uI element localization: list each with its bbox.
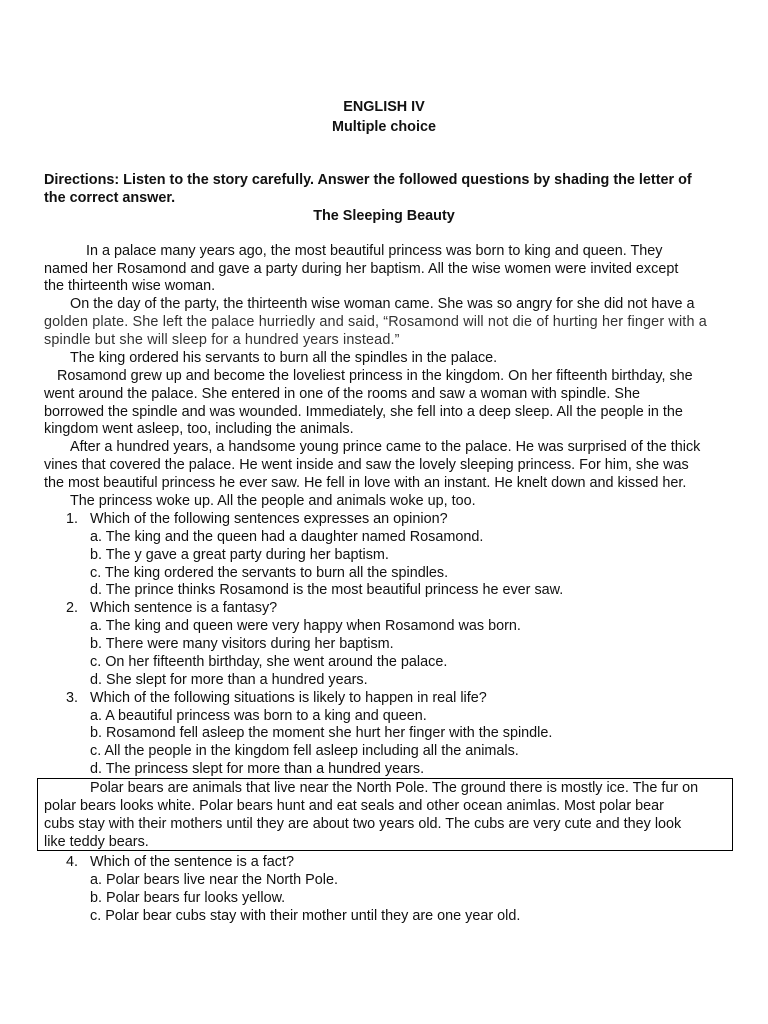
story-line: spindle but she will sleep for a hundred years instead.” <box>44 332 400 348</box>
answer-option[interactable]: c. The king ordered the servants to burn all the spindles. <box>90 565 449 581</box>
question-text: Which of the sentence is a fact? <box>90 854 294 870</box>
answer-option[interactable]: b. The y gave a great party during her baptism. <box>90 547 389 563</box>
passage-line: like teddy bears. <box>44 834 149 850</box>
story-title: The Sleeping Beauty <box>313 208 455 224</box>
answer-option[interactable]: d. The prince thinks Rosamond is the most beautiful princess he ever saw. <box>90 582 564 598</box>
question-text: Which of the following situations is likely to happen in real life? <box>90 690 487 706</box>
answer-option[interactable]: d. She slept for more than a hundred years. <box>90 672 368 688</box>
answer-option[interactable]: b. There were many visitors during her baptism. <box>90 636 394 652</box>
page-subtitle: Multiple choice <box>332 119 436 135</box>
story-line: Rosamond grew up and become the loveliest princess in the kingdom. On her fifteenth birthday, she <box>57 368 693 384</box>
directions-line: the correct answer. <box>44 190 176 206</box>
question-number: 2. <box>66 600 79 616</box>
answer-option[interactable]: d. The princess slept for more than a hundred years. <box>90 761 425 777</box>
answer-option[interactable]: c. On her fifteenth birthday, she went around the palace. <box>90 654 448 670</box>
story-line: named her Rosamond and gave a party during her baptism. All the wise women were invited except <box>44 261 679 277</box>
story-line: went around the palace. She entered in one of the rooms and saw a woman with spindle. She <box>44 386 640 402</box>
story-line: On the day of the party, the thirteenth wise woman came. She was so angry for she did not have a <box>70 296 695 312</box>
answer-option[interactable]: b. Rosamond fell asleep the moment she hurt her finger with the spindle. <box>90 725 553 741</box>
passage-line: polar bears looks white. Polar bears hunt and eat seals and other ocean animlas. Most polar bear <box>44 798 664 814</box>
answer-option[interactable]: c. All the people in the kingdom fell asleep including all the animals. <box>90 743 519 759</box>
question-number: 1. <box>66 511 79 527</box>
story-line: kingdom went asleep, too, including the animals. <box>44 421 354 437</box>
story-line: golden plate. She left the palace hurriedly and said, “Rosamond will not die of hurting her finger with a <box>44 314 707 330</box>
question-text: Which sentence is a fantasy? <box>90 600 278 616</box>
story-line: The princess woke up. All the people and animals woke up, too. <box>70 493 476 509</box>
story-line: vines that covered the palace. He went inside and saw the lovely sleeping princess. For him, she was <box>44 457 689 473</box>
question-text: Which of the following sentences expresses an opinion? <box>90 511 448 527</box>
story-line: the most beautiful princess he ever saw. He fell in love with an instant. He knelt down and kissed her. <box>44 475 687 491</box>
story-line: The king ordered his servants to burn all the spindles in the palace. <box>70 350 498 366</box>
answer-option[interactable]: c. Polar bear cubs stay with their mother until they are one year old. <box>90 908 521 924</box>
answer-option[interactable]: a. A beautiful princess was born to a king and queen. <box>90 708 427 724</box>
answer-option[interactable]: a. The king and the queen had a daughter named Rosamond. <box>90 529 484 545</box>
story-line: the thirteenth wise woman. <box>44 278 216 294</box>
question-number: 4. <box>66 854 79 870</box>
story-line: In a palace many years ago, the most beautiful princess was born to king and queen. They <box>86 243 663 259</box>
story-line: borrowed the spindle and was wounded. Immediately, she fell into a deep sleep. All the people in the <box>44 404 683 420</box>
answer-option[interactable]: a. The king and queen were very happy when Rosamond was born. <box>90 618 521 634</box>
story-line: After a hundred years, a handsome young prince came to the palace. He was surprised of the thick <box>70 439 701 455</box>
directions-line: Directions: Listen to the story carefully. Answer the followed questions by shading the letter of <box>44 172 692 188</box>
answer-option[interactable]: a. Polar bears live near the North Pole. <box>90 872 338 888</box>
answer-option[interactable]: b. Polar bears fur looks yellow. <box>90 890 286 906</box>
passage-line: cubs stay with their mothers until they are about two years old. The cubs are very cute and they look <box>44 816 682 832</box>
passage-line: Polar bears are animals that live near the North Pole. The ground there is mostly ice. The fur on <box>90 780 699 796</box>
page-title: ENGLISH IV <box>343 99 425 115</box>
question-number: 3. <box>66 690 79 706</box>
